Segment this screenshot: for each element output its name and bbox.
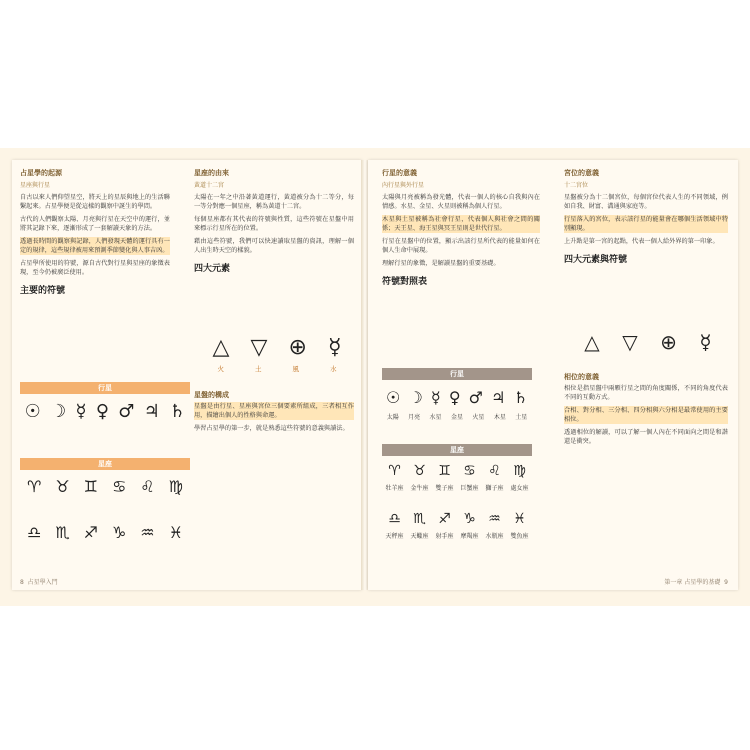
planet-glyphs: [20, 398, 190, 424]
paragraph: 每個星座都有其代表的符號與性質，這些符號在星盤中用來標示行星所在的位置。: [194, 216, 354, 232]
page-number: 9: [724, 579, 728, 586]
left-page-column-2-lower: [194, 390, 354, 437]
sign-label: 雙魚座: [510, 533, 529, 540]
jupiter-icon: ♃: [143, 400, 160, 422]
page-number: 8: [20, 579, 24, 586]
paragraph: 太陽與月亮被稱為發光體，代表一個人的核心自我與內在情感。水星、金星、火星則被稱為個人行星。: [382, 194, 540, 210]
element-symbols-strip: [573, 328, 723, 356]
highlighted-paragraph: 行星落入的宮位，表示該行星的能量會在哪個生活領域中特別顯現。: [564, 216, 728, 232]
section-subheading: 十二宮位: [564, 182, 589, 189]
right-page-column-2-lower: [564, 372, 728, 450]
section-heading: 宮位的意義: [564, 169, 599, 177]
element-label: 土: [255, 365, 262, 373]
aquarius-icon: ♒: [488, 511, 501, 527]
earth-element-icon: ▽: [622, 330, 638, 354]
gemini-icon: ♊: [83, 476, 98, 496]
section-subheading: 星座與行星: [20, 182, 51, 189]
section-title: 四大元素與符號: [564, 255, 628, 265]
paragraph: 藉由這些符號，我們可以快速讀取星盤的資訊，理解一個人出生時天空的樣貌。: [194, 238, 354, 254]
paragraph: 透過相位的解讀，可以了解一個人內在不同面向之間是和諧還是衝突。: [564, 429, 728, 445]
capricorn-icon: ♑: [463, 511, 476, 527]
saturn-icon: ♄: [513, 387, 528, 407]
sign-label: 射手座: [435, 533, 454, 540]
sign-glyphs-row-2: [20, 520, 190, 544]
jupiter-icon: ♃: [491, 387, 506, 407]
paragraph: 占星學所使用的符號，源自古代對行星與星座的象徵表現，至今仍被廣泛使用。: [20, 260, 170, 276]
planet-labels: [382, 412, 532, 421]
element-label: 風: [292, 365, 299, 373]
virgo-icon: ♍: [168, 476, 183, 496]
planet-label: 金星: [450, 414, 463, 421]
saturn-icon: ♄: [169, 400, 186, 422]
sign-glyphs-row-2: [382, 508, 532, 530]
left-page-column-1: [20, 168, 170, 298]
highlighted-paragraph: 木星與土星被稱為社會行星，代表個人與社會之間的關係；天王星、海王星與冥王星則是世代行星。: [382, 216, 540, 232]
section-heading: 相位的意義: [564, 373, 599, 381]
sign-label: 牡羊座: [385, 485, 404, 492]
leo-icon: ♌: [140, 476, 155, 496]
water-element-icon: ☿: [327, 334, 342, 360]
sign-label: 天蠍座: [410, 533, 429, 540]
sun-icon: ☉: [24, 400, 41, 422]
planet-label: 水星: [429, 414, 442, 421]
section-heading: 星盤的構成: [194, 391, 229, 399]
taurus-icon: ♉: [413, 463, 426, 479]
element-label: 火: [217, 365, 224, 373]
air-element-icon: ⊕: [288, 334, 307, 360]
right-page-footer: [664, 577, 728, 586]
paragraph: 學習占星學的第一步，就是熟悉這些符號的意義與讀法。: [194, 425, 349, 432]
paragraph: 相位是指星盤中兩顆行星之間的角度關係，不同的角度代表不同的互動方式。: [564, 385, 728, 401]
paragraph: 自古以來人們仰望星空，將天上的星辰與地上的生活聯繫起來。占星學便是從這樣的觀察中誕生的學問。: [20, 194, 170, 210]
section-title: 符號對照表: [382, 277, 428, 287]
mars-icon: ♂: [468, 387, 483, 407]
aries-icon: ♈: [388, 463, 401, 479]
sign-labels-row-1: [382, 483, 532, 492]
planet-label: 月亮: [408, 414, 421, 421]
paragraph: 太陽在一年之中沿著黃道運行，黃道被分為十二等分，每一等分對應一個星座，稱為黃道十二宮。: [194, 194, 354, 210]
sign-glyphs-row-1: [382, 460, 532, 482]
fire-element-icon: △: [212, 334, 230, 360]
sign-label: 處女座: [510, 485, 529, 492]
section-heading: 占星學的起源: [20, 169, 62, 177]
mercury-icon: ☿: [430, 387, 441, 407]
section-heading: 星座的由來: [194, 169, 229, 177]
sign-label: 雙子座: [435, 485, 454, 492]
pisces-icon: ♓: [513, 511, 526, 527]
signs-band: 星座: [382, 444, 532, 456]
left-page: [12, 160, 362, 590]
signs-band: 星座: [20, 458, 190, 470]
virgo-icon: ♍: [513, 463, 526, 479]
sign-labels-row-2: [382, 531, 532, 540]
planet-label: 土星: [515, 414, 528, 421]
aries-icon: ♈: [26, 476, 42, 496]
highlighted-paragraph: 星盤是由行星、星座與宮位三個要素所組成，三者相互作用，描繪出個人的性格與命運。: [194, 403, 354, 419]
paragraph: 行星在星盤中的位置，顯示出該行星所代表的能量如何在個人生命中展現。: [382, 238, 540, 254]
section-subheading: 黃道十二宮: [194, 182, 225, 189]
sign-label: 天秤座: [385, 533, 404, 540]
moon-icon: ☽: [50, 400, 67, 422]
sign-glyphs-row-1: [20, 474, 190, 498]
paragraph: 古代的人們觀察太陽、月亮與行星在天空中的運行，並將其記錄下來，逐漸形成了一套解讀天象的方法。: [20, 216, 170, 232]
right-page-column-2: [564, 168, 728, 267]
paragraph: 理解行星的象徵，是解讀星盤的重要基礎。: [382, 260, 500, 267]
right-page-column-1: [382, 168, 540, 289]
sun-icon: ☉: [386, 387, 401, 407]
planets-band: 行星: [20, 382, 190, 394]
section-title: 四大元素: [194, 264, 231, 274]
libra-icon: ♎: [26, 522, 42, 542]
element-symbols-strip: [202, 332, 352, 362]
footer-title: 占星學入門: [27, 579, 58, 586]
capricorn-icon: ♑: [111, 522, 127, 542]
cancer-icon: ♋: [111, 476, 127, 496]
sagittarius-icon: ♐: [83, 522, 98, 542]
element-label: 水: [330, 365, 337, 373]
left-page-footer: [20, 577, 58, 586]
leo-icon: ♌: [488, 463, 501, 479]
cancer-icon: ♋: [463, 463, 476, 479]
section-title: 主要的符號: [20, 286, 66, 296]
aquarius-icon: ♒: [140, 522, 155, 542]
planet-label: 太陽: [386, 414, 399, 421]
scorpio-icon: ♏: [55, 522, 70, 542]
planet-glyphs: [382, 384, 532, 410]
fire-element-icon: △: [584, 330, 600, 354]
element-labels: [202, 364, 352, 373]
venus-icon: ♀: [448, 387, 461, 407]
sign-label: 水瓶座: [485, 533, 504, 540]
highlighted-paragraph: 合相、對分相、三分相、四分相與六分相是最常使用的主要相位。: [564, 407, 728, 423]
water-element-icon: ☿: [699, 330, 712, 354]
venus-icon: ♀: [95, 400, 110, 422]
sign-label: 金牛座: [410, 485, 429, 492]
sign-label: 摩羯座: [460, 533, 479, 540]
planet-label: 木星: [493, 414, 506, 421]
mars-icon: ♂: [118, 400, 135, 422]
planets-band: 行星: [382, 368, 532, 380]
right-page: [368, 160, 738, 590]
section-subheading: 內行星與外行星: [382, 182, 425, 189]
sign-label: 巨蟹座: [460, 485, 479, 492]
scorpio-icon: ♏: [413, 511, 426, 527]
moon-icon: ☽: [408, 387, 423, 407]
left-page-column-2: [194, 168, 354, 276]
air-element-icon: ⊕: [660, 330, 677, 354]
libra-icon: ♎: [388, 511, 401, 527]
section-heading: 行星的意義: [382, 169, 417, 177]
paragraph: 上升點是第一宮的起點，代表一個人給外界的第一印象。: [564, 238, 719, 245]
highlighted-paragraph: 透過長時間的觀察與記錄，人們發現天體的運行具有一定的規律，這些規律被用來預測季節變化與人事吉凶。: [20, 238, 170, 254]
paragraph: 星盤被分為十二個宮位，每個宮位代表人生的不同領域，例如自我、財富、溝通與家庭等。: [564, 194, 728, 210]
gemini-icon: ♊: [438, 463, 451, 479]
pisces-icon: ♓: [168, 522, 183, 542]
planet-label: 火星: [472, 414, 485, 421]
taurus-icon: ♉: [55, 476, 70, 496]
sagittarius-icon: ♐: [438, 511, 451, 527]
footer-title: 第一章 占星學的基礎: [664, 579, 721, 586]
mercury-icon: ☿: [75, 400, 87, 422]
earth-element-icon: ▽: [250, 334, 268, 360]
sign-label: 獅子座: [485, 485, 504, 492]
